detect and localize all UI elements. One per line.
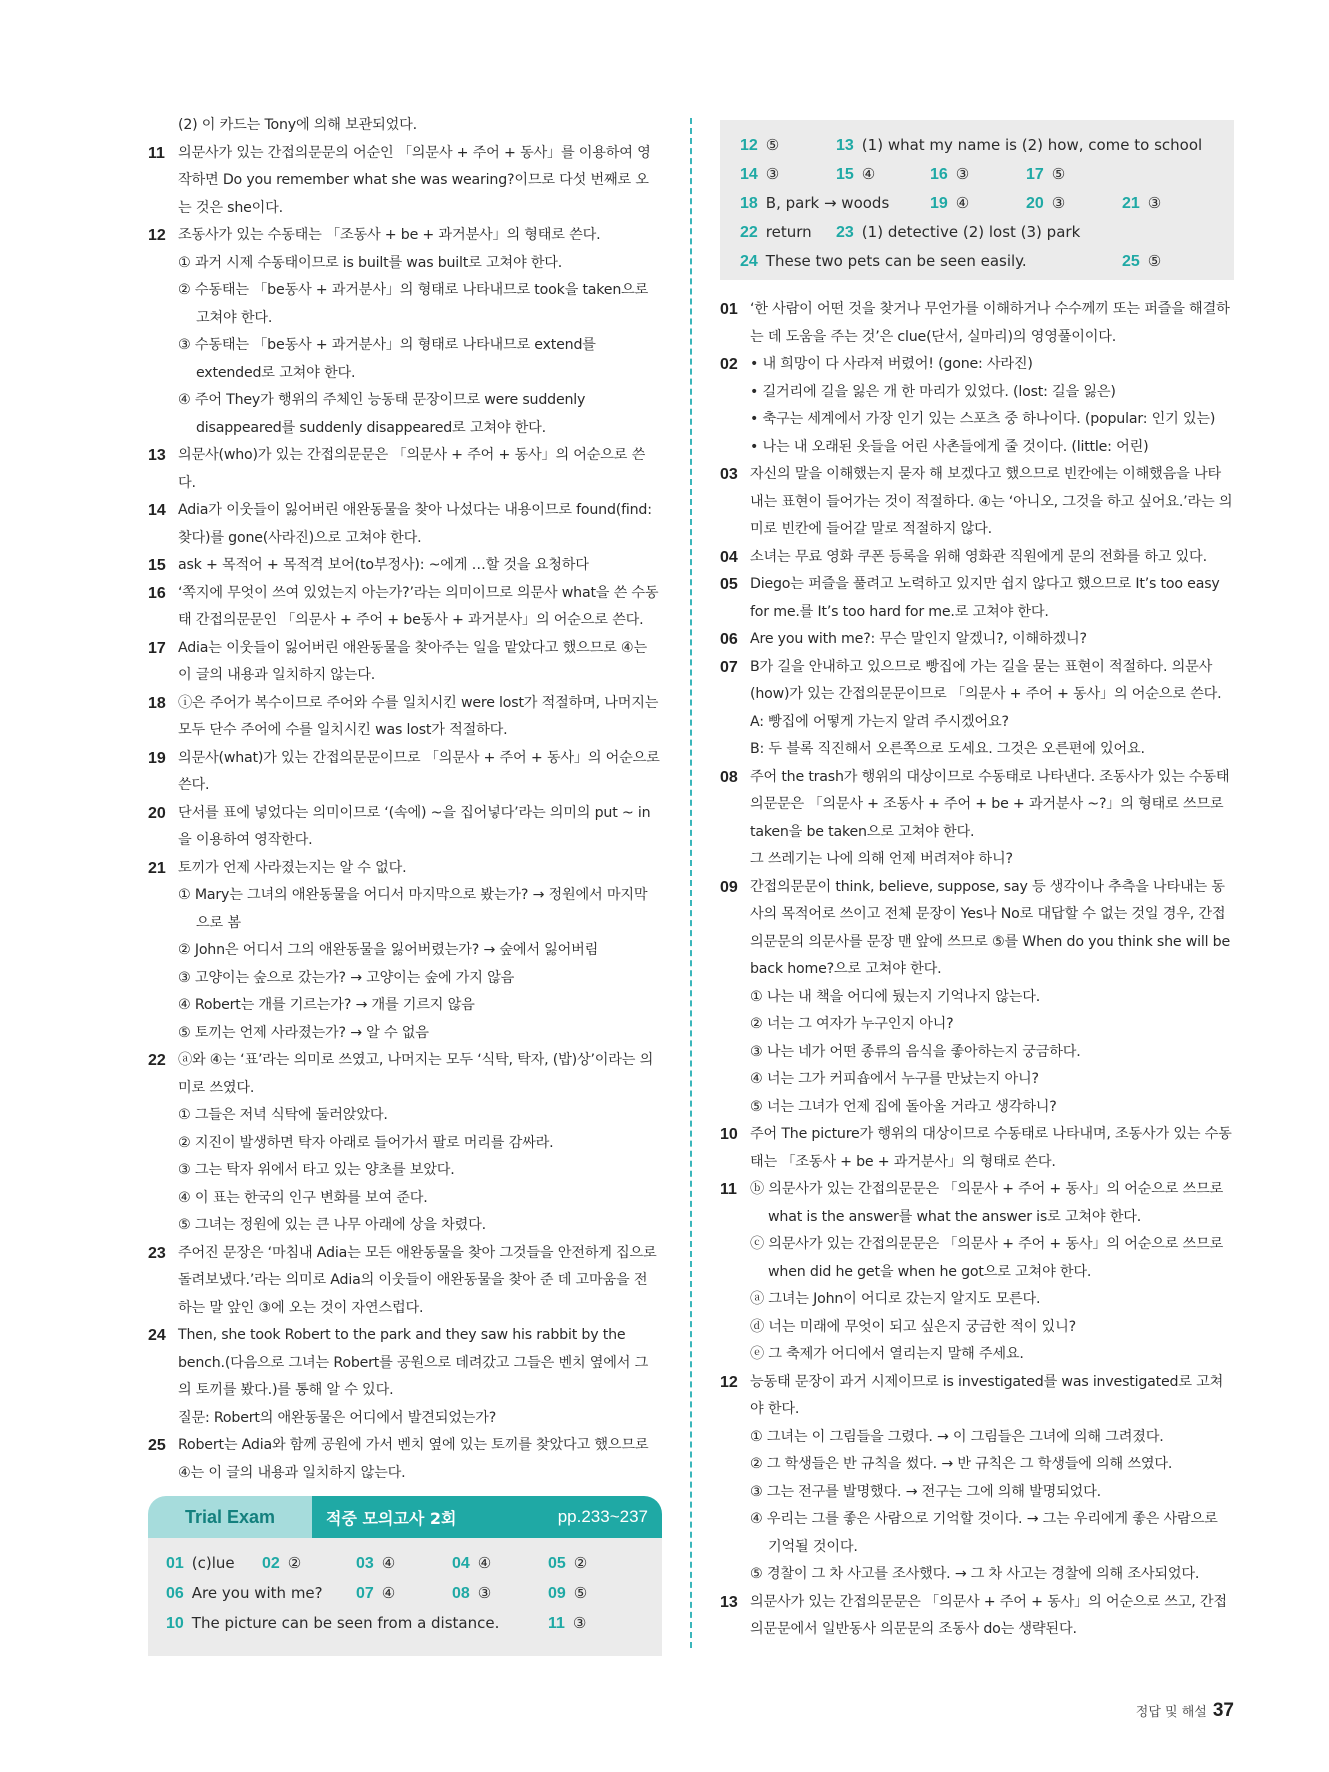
item-number: 23 bbox=[148, 1244, 166, 1262]
trial-exam-box bbox=[148, 1496, 662, 1656]
trial-exam-title-bar bbox=[312, 1496, 662, 1538]
explanation-subitem: • 축구는 세계에서 가장 인기 있는 스포츠 중 하나이다. (popular: 인기 있는) bbox=[750, 411, 1216, 427]
explanation-item bbox=[720, 1121, 1234, 1176]
answer-value: ③ bbox=[477, 1584, 492, 1602]
item-number: 14 bbox=[148, 502, 166, 519]
item-number: 19 bbox=[148, 749, 166, 767]
answer-value: B, park → woods bbox=[765, 194, 890, 212]
explanation-subitem: ② 그 학생들은 반 규칙을 썼다. → 반 규칙은 그 학생들에 의해 쓰였다. bbox=[750, 1456, 1173, 1472]
item-number: 04 bbox=[720, 548, 738, 566]
explanation-text: Adia가 이웃들이 잃어버린 애완동물을 찾아 나섰다는 내용이므로 found(find: 찾다)를 gone(사라진)으로 고쳐야 한다. bbox=[178, 502, 652, 546]
explanation-subitem: ① 그들은 저녁 식탁에 둘러앉았다. bbox=[178, 1107, 388, 1123]
explanation-item bbox=[148, 690, 660, 745]
answer-value: ③ bbox=[955, 165, 970, 183]
answer-row bbox=[740, 188, 1234, 217]
answer-number: 19 bbox=[930, 195, 948, 212]
explanation-subitem: ② 너는 그 여자가 누구인지 아니? bbox=[750, 1016, 954, 1032]
explanation-item bbox=[720, 1369, 1234, 1589]
footer-label: 정답 및 해설 bbox=[1135, 1705, 1207, 1720]
item-number: 12 bbox=[148, 227, 166, 244]
answer-number: 04 bbox=[452, 1555, 470, 1572]
explanation-subitem: ⑤ 그녀는 정원에 있는 큰 나무 아래에 상을 차렸다. bbox=[178, 1217, 486, 1233]
explanation-text: Are you with me?: 무슨 말인지 알겠니?, 이해하겠니? bbox=[750, 631, 1087, 647]
explanation-subitem: ② John은 어디서 그의 애완동물을 잃어버렸는가? → 숲에서 잃어버림 bbox=[178, 942, 599, 958]
answer-key-box bbox=[720, 120, 1234, 280]
explanation-subitem: • 나는 내 오래된 옷들을 어린 사촌들에게 줄 것이다. (little: 어린) bbox=[750, 438, 1149, 455]
answer-number: 09 bbox=[548, 1585, 566, 1602]
explanation-item bbox=[148, 140, 660, 223]
explanation-text: 단서를 표에 넣었다는 의미이므로 ‘(속에) ~을 집어넣다’라는 의미의 put ~ in을 이용하여 영작한다. bbox=[178, 804, 651, 848]
answer-number: 03 bbox=[356, 1555, 374, 1572]
answer-value: ⑤ bbox=[765, 136, 780, 154]
answer-value: ③ bbox=[1051, 194, 1066, 212]
answer-row bbox=[740, 246, 1234, 275]
explanation-subitem: ④ 우리는 그를 좋은 사람으로 기억할 것이다. → 그는 우리에게 좋은 사람으로 기억될 것이다. bbox=[750, 1511, 1218, 1555]
explanation-subitem: ⓔ 그 축제가 어디에서 열리는지 말해 주세요. bbox=[750, 1346, 1024, 1362]
answer-value: ⑤ bbox=[1147, 252, 1162, 270]
answer-value: ② bbox=[287, 1554, 302, 1572]
answer-value: ⑤ bbox=[573, 1584, 588, 1602]
explanation-text: 능동태 문장이 과거 시제이므로 is investigated를 was investigated로 고쳐야 한다. bbox=[750, 1373, 1224, 1417]
explanation-item bbox=[148, 552, 660, 580]
item-number: 03 bbox=[720, 466, 738, 483]
answer-number: 16 bbox=[930, 166, 948, 183]
explanation-subitem: ⑤ 경찰이 그 차 사고를 조사했다. → 그 차 사고는 경찰에 의해 조사되었다. bbox=[750, 1566, 1200, 1582]
answer-value: The picture can be seen from a distance. bbox=[191, 1614, 500, 1632]
item-number: 18 bbox=[148, 694, 166, 712]
explanation-text: 의문사(who)가 있는 간접의문문은 「의문사 + 주어 + 동사」의 어순으로 쓴다. bbox=[178, 447, 646, 491]
answer-number: 06 bbox=[166, 1585, 184, 1602]
answer-number: 02 bbox=[262, 1555, 280, 1572]
right-column bbox=[720, 296, 1234, 1644]
item-number: 15 bbox=[148, 557, 166, 574]
answer-number: 14 bbox=[740, 166, 758, 183]
answer-row bbox=[166, 1608, 662, 1638]
explanation-subitem: ② 수동태는 「be동사 + 과거분사」의 형태로 나타내므로 took을 taken으로 고쳐야 한다. bbox=[178, 282, 649, 326]
item-number: 06 bbox=[720, 631, 738, 648]
answer-value: (1) detective (2) lost (3) park bbox=[861, 223, 1081, 241]
answer-cell bbox=[262, 1548, 301, 1579]
explanation-subitem: ① 나는 내 책을 어디에 뒀는지 기억나지 않는다. bbox=[750, 988, 1041, 1005]
answer-cell bbox=[548, 1548, 587, 1579]
trial-exam-answers bbox=[148, 1538, 662, 1656]
answer-value: ④ bbox=[381, 1584, 396, 1602]
answer-value: ⑤ bbox=[1051, 165, 1066, 183]
explanation-item bbox=[148, 222, 660, 442]
item-number: 12 bbox=[720, 1373, 738, 1391]
item-number: 10 bbox=[720, 1126, 738, 1143]
explanation-subitem: ④ 너는 그가 커피숍에서 누구를 만났는지 아니? bbox=[750, 1071, 1039, 1087]
item-number: 16 bbox=[148, 584, 166, 602]
answer-value: ④ bbox=[477, 1554, 492, 1572]
answer-value: Are you with me? bbox=[191, 1584, 323, 1602]
explanation-item bbox=[720, 874, 1234, 1122]
item-number: 11 bbox=[148, 144, 165, 162]
answer-number: 08 bbox=[452, 1585, 470, 1602]
trial-exam-label: Trial Exam bbox=[148, 1496, 312, 1538]
item-number: 13 bbox=[148, 447, 166, 464]
explanation-text: 소녀는 무료 영화 쿠폰 등록을 위해 영화관 직원에게 문의 전화를 하고 있다. bbox=[750, 548, 1207, 565]
explanation-text: 그 쓰레기는 나에 의해 언제 버려져야 하니? bbox=[750, 851, 1013, 867]
answer-value: These two pets can be seen easily. bbox=[765, 252, 1027, 270]
explanation-subitem: ④ 이 표는 한국의 인구 변화를 보여 준다. bbox=[178, 1189, 428, 1206]
explanation-text: A: 빵집에 어떻게 가는지 알려 주시겠어요? bbox=[750, 713, 1009, 730]
explanation-subitem: ③ 수동태는 「be동사 + 과거분사」의 형태로 나타내므로 extend를 extended로 고쳐야 한다. bbox=[178, 337, 596, 381]
explanation-item bbox=[148, 442, 660, 497]
answer-number: 10 bbox=[166, 1615, 184, 1632]
explanation-item bbox=[720, 1176, 1234, 1369]
explanation-subitem: ④ 주어 They가 행위의 주체인 능동태 문장이므로 were suddenly disappeared를 suddenly disappeared로 고쳐야 한다. bbox=[178, 392, 586, 436]
explanation-text: 주어진 문장은 ‘마침내 Adia는 모든 애완동물을 찾아 그것들을 안전하게 집으로 돌려보냈다.’라는 의미로 Adia의 이웃들이 애완동물을 찾아 준 데 고마움을 전하는 말 앞인 ③에 오는 것이 자연스럽다. bbox=[178, 1244, 657, 1316]
explanation-text: 의문사(what)가 있는 간접의문문이므로 「의문사 + 주어 + 동사」의 어순으로 쓴다. bbox=[178, 749, 660, 793]
answer-value: (c)lue bbox=[191, 1554, 235, 1572]
answer-row bbox=[740, 217, 1234, 246]
answer-cell bbox=[166, 1608, 499, 1639]
explanation-subitem: ① 과거 시제 수동태이므로 is built를 was built로 고쳐야 한다. bbox=[178, 254, 563, 271]
explanation-text: Diego는 퍼즐을 풀려고 노력하고 있지만 쉽지 않다고 했으므로 It’s too easy for me.를 It’s too hard for me.로 고쳐야 한다. bbox=[750, 576, 1220, 620]
explanation-subitem: • 길거리에 길을 잃은 개 한 마리가 있었다. (lost: 길을 잃은) bbox=[750, 383, 1116, 400]
explanation-item bbox=[720, 571, 1234, 626]
explanation-subitem: ③ 그는 전구를 발명했다. → 전구는 그에 의해 발명되었다. bbox=[750, 1483, 1101, 1500]
explanation-text: 의문사가 있는 간접의문문의 어순인 「의문사 + 주어 + 동사」를 이용하여 영작하면 Do you remember what she was wearing?이므로 다섯 번째로 오는 것은 she이다. bbox=[178, 144, 651, 216]
answer-number: 24 bbox=[740, 253, 758, 270]
answer-cell bbox=[740, 246, 1027, 277]
explanation-subitem: • 내 희망이 다 사라져 버렸어! (gone: 사라진) bbox=[750, 356, 1033, 372]
answer-value: ④ bbox=[381, 1554, 396, 1572]
answer-number: 13 bbox=[836, 137, 854, 154]
explanation-subitem: ⓓ 너는 미래에 무엇이 되고 싶은지 궁금한 적이 있니? bbox=[750, 1318, 1076, 1335]
answer-value: ④ bbox=[955, 194, 970, 212]
answer-row bbox=[740, 159, 1234, 188]
answer-cell bbox=[1122, 246, 1161, 277]
explanation-item bbox=[720, 351, 1234, 461]
answer-cell bbox=[452, 1548, 491, 1579]
answer-number: 23 bbox=[836, 224, 854, 241]
answer-value: return bbox=[765, 223, 812, 241]
explanation-subitem: ⑤ 토끼는 언제 사라졌는가? → 알 수 없음 bbox=[178, 1024, 429, 1041]
item-number: 05 bbox=[720, 576, 738, 593]
explanation-item bbox=[148, 112, 660, 140]
item-number: 22 bbox=[148, 1052, 166, 1069]
answer-cell bbox=[356, 1548, 395, 1579]
answer-cell bbox=[548, 1578, 587, 1609]
explanation-text: 토끼가 언제 사라졌는지는 알 수 없다. bbox=[178, 859, 407, 876]
answer-cell bbox=[740, 188, 889, 219]
item-number: 13 bbox=[720, 1593, 738, 1611]
explanation-text: ask + 목적어 + 목적격 보어(to부정사): ~에게 …할 것을 요청하다 bbox=[178, 557, 589, 573]
item-number: 07 bbox=[720, 658, 738, 676]
explanation-text: 주어 the trash가 행위의 대상이므로 수동태로 나타낸다. 조동사가 있는 수동태 의문문은 「의문사 + 조동사 + 주어 + be + 과거분사 ~?」의 형태로 쓰므로 taken을 be taken으로 고쳐야 한다. bbox=[750, 768, 1230, 840]
explanation-subitem: ⑤ 너는 그녀가 언제 집에 돌아올 거라고 생각하니? bbox=[750, 1098, 1057, 1115]
answer-number: 11 bbox=[548, 1615, 565, 1632]
explanation-item bbox=[148, 580, 660, 635]
answer-cell bbox=[836, 130, 1202, 161]
explanation-subitem: ③ 고양이는 숲으로 갔는가? → 고양이는 숲에 가지 않음 bbox=[178, 969, 515, 986]
answer-cell bbox=[166, 1578, 323, 1609]
answer-cell bbox=[356, 1578, 395, 1609]
answer-cell bbox=[836, 217, 1080, 248]
explanation-text: 간접의문문이 think, believe, suppose, say 등 생각이나 추측을 나타내는 동사의 목적어로 쓰이고 전체 문장이 Yes나 No로 대답할 수 없는 것일 경우, 간접의문문의 의문사를 문장 맨 앞에 쓰므로 ⑤를 When do you think she will be back home?으로 고쳐야 한다. bbox=[750, 878, 1231, 977]
item-number: 08 bbox=[720, 768, 738, 786]
answer-cell bbox=[930, 188, 969, 219]
item-number: 11 bbox=[720, 1181, 737, 1198]
trial-exam-pages: pp.233~237 bbox=[557, 1507, 648, 1526]
explanation-subitem: ① Mary는 그녀의 애완동물을 어디서 마지막으로 봤는가? → 정원에서 마지막으로 봄 bbox=[178, 887, 648, 931]
explanation-item bbox=[720, 764, 1234, 874]
answer-number: 15 bbox=[836, 166, 854, 183]
answer-number: 21 bbox=[1122, 195, 1140, 212]
explanation-item bbox=[148, 635, 660, 690]
column-divider bbox=[690, 118, 692, 1648]
explanation-subitem: ⓒ 의문사가 있는 간접의문문은 「의문사 + 주어 + 동사」의 어순으로 쓰므로 when did he get을 when he got으로 고쳐야 한다. bbox=[750, 1236, 1224, 1280]
explanation-item bbox=[720, 544, 1234, 572]
answer-cell bbox=[740, 130, 779, 161]
explanation-item bbox=[148, 800, 660, 855]
explanation-subitem: ② 지진이 발생하면 탁자 아래로 들어가서 팔로 머리를 감싸라. bbox=[178, 1134, 554, 1151]
explanation-subitem: ⓑ 의문사가 있는 간접의문문은 「의문사 + 주어 + 동사」의 어순으로 쓰므로 what is the answer를 what the answer is로 고쳐야 한다. bbox=[750, 1181, 1224, 1225]
item-number: 09 bbox=[720, 878, 738, 896]
item-number: 25 bbox=[148, 1437, 166, 1454]
explanation-subitem: ④ Robert는 개를 기르는가? → 개를 기르지 않음 bbox=[178, 997, 475, 1013]
page-footer bbox=[1136, 1700, 1234, 1722]
explanation-item bbox=[720, 626, 1234, 654]
explanation-text: B가 길을 안내하고 있으므로 빵집에 가는 길을 묻는 표현이 적절하다. 의문사(how)가 있는 간접의문문이므로 「의문사 + 주어 + 동사」의 어순으로 쓴다. bbox=[750, 658, 1222, 702]
item-number: 02 bbox=[720, 356, 738, 373]
explanation-text: ‘쪽지에 무엇이 쓰여 있었는지 아는가?’라는 의미이므로 의문사 what을 쓴 수동태 간접의문문인 「의문사 + 주어 + be동사 + 과거분사」의 어순으로 쓴다. bbox=[178, 584, 659, 628]
answer-value: ④ bbox=[861, 165, 876, 183]
item-number: 01 bbox=[720, 301, 738, 318]
trial-exam-header bbox=[148, 1496, 662, 1538]
page-number: 37 bbox=[1212, 1700, 1234, 1721]
explanation-item bbox=[148, 1432, 660, 1487]
explanation-subitem: ⓐ 그녀는 John이 어디로 갔는지 알지도 모른다. bbox=[750, 1291, 1041, 1307]
answer-number: 25 bbox=[1122, 253, 1140, 270]
answer-cell bbox=[836, 159, 875, 190]
answer-number: 07 bbox=[356, 1585, 374, 1602]
explanation-text: Then, she took Robert to the park and they saw his rabbit by the bench.(다음으로 그녀는 Robert를 공원으로 데려갔고 그들은 벤치 옆에서 그의 토끼를 봤다.)를 통해 알 수 있다. bbox=[178, 1327, 649, 1398]
answer-cell bbox=[740, 159, 779, 190]
explanation-text: 주어 The picture가 행위의 대상이므로 수동태로 나타내며, 조동사가 있는 수동태는 「조동사 + be + 과거분사」의 형태로 쓴다. bbox=[750, 1126, 1232, 1170]
explanation-item bbox=[148, 1047, 660, 1240]
item-number: 24 bbox=[148, 1327, 166, 1344]
explanation-text: Adia는 이웃들이 잃어버린 애완동물을 찾아주는 일을 맡았다고 했으므로 ④는 이 글의 내용과 일치하지 않는다. bbox=[178, 639, 647, 683]
explanation-item bbox=[720, 296, 1234, 351]
explanation-text: 자신의 말을 이해했는지 묻자 해 보겠다고 했으므로 빈칸에는 이해했음을 나타내는 표현이 들어가는 것이 적절하다. ④는 ‘아니오, 그것을 하고 싶어요.’라는 의미로 빈칸에 들어갈 말로 적절하지 않다. bbox=[750, 466, 1233, 537]
answer-row bbox=[166, 1578, 662, 1608]
explanation-subitem: ① 그녀는 이 그림들을 그렸다. → 이 그림들은 그녀에 의해 그려졌다. bbox=[750, 1428, 1164, 1445]
explanation-text: Robert는 Adia와 함께 공원에 가서 벤치 옆에 있는 토끼를 찾았다고 했으므로 ④는 이 글의 내용과 일치하지 않는다. bbox=[178, 1437, 649, 1481]
answer-number: 12 bbox=[740, 137, 758, 154]
answer-value: ③ bbox=[1147, 194, 1162, 212]
explanation-item bbox=[148, 745, 660, 800]
trial-exam-title: 적중 모의고사 2회 bbox=[326, 1508, 457, 1528]
explanation-subitem: ③ 그는 탁자 위에서 타고 있는 양초를 보았다. bbox=[178, 1162, 455, 1178]
item-number: 21 bbox=[148, 859, 166, 877]
answer-number: 18 bbox=[740, 195, 758, 212]
explanation-item bbox=[148, 497, 660, 552]
answer-cell bbox=[1122, 188, 1161, 219]
answer-number: 20 bbox=[1026, 195, 1044, 212]
answer-value: (1) what my name is (2) how, come to school bbox=[861, 136, 1203, 154]
answer-value: ③ bbox=[765, 165, 780, 183]
explanation-text: ⓐ와 ④는 ‘표’라는 의미로 쓰였고, 나머지는 모두 ‘식탁, 탁자, (밥)상’이라는 의미로 쓰였다. bbox=[178, 1052, 654, 1096]
answer-cell bbox=[930, 159, 969, 190]
explanation-item bbox=[148, 1240, 660, 1323]
item-number: 20 bbox=[148, 804, 166, 822]
explanation-text: B: 두 블록 직진해서 오른쪽으로 도세요. 그것은 오른편에 있어요. bbox=[750, 741, 1145, 757]
answer-row bbox=[740, 130, 1234, 159]
explanation-text: 의문사가 있는 간접의문문은 「의문사 + 주어 + 동사」의 어순으로 쓰고, 간접의문문에서 일반동사 의문문의 조동사 do는 생략된다. bbox=[750, 1593, 1227, 1637]
answer-cell bbox=[548, 1608, 586, 1639]
answer-number: 17 bbox=[1026, 166, 1044, 183]
item-number: 17 bbox=[148, 639, 166, 657]
left-column bbox=[148, 112, 660, 1487]
answer-value: ③ bbox=[572, 1614, 587, 1632]
explanation-item bbox=[148, 1322, 660, 1432]
explanation-text: 조동사가 있는 수동태는 「조동사 + be + 과거분사」의 형태로 쓴다. bbox=[178, 227, 601, 243]
answer-cell bbox=[452, 1578, 491, 1609]
answer-cell bbox=[1026, 188, 1065, 219]
explanation-item bbox=[720, 654, 1234, 764]
answer-number: 01 bbox=[166, 1555, 184, 1572]
explanation-text: ⓘ은 주어가 복수이므로 주어와 수를 일치시킨 were lost가 적절하며, 나머지는 모두 단수 주어에 수를 일치시킨 was lost가 적절하다. bbox=[178, 694, 659, 738]
explanation-text: 질문: Robert의 애완동물은 어디에서 발견되었는가? bbox=[178, 1409, 497, 1426]
explanation-text: ‘한 사람이 어떤 것을 찾거나 무언가를 이해하거나 수수께끼 또는 퍼즐을 해결하는 데 도움을 주는 것’은 clue(단서, 실마리)의 영영풀이이다. bbox=[750, 301, 1230, 345]
answer-value: ② bbox=[573, 1554, 588, 1572]
answer-cell bbox=[166, 1548, 235, 1579]
explanation-item bbox=[148, 855, 660, 1048]
answer-cell bbox=[1026, 159, 1065, 190]
answer-cell bbox=[740, 217, 812, 248]
explanation-text: (2) 이 카드는 Tony에 의해 보관되었다. bbox=[178, 117, 417, 133]
answer-number: 05 bbox=[548, 1555, 566, 1572]
explanation-item bbox=[720, 461, 1234, 544]
answer-row bbox=[166, 1548, 662, 1578]
explanation-subitem: ③ 나는 네가 어떤 종류의 음식을 좋아하는지 궁금하다. bbox=[750, 1043, 1081, 1060]
explanation-item bbox=[720, 1589, 1234, 1644]
answer-number: 22 bbox=[740, 224, 758, 241]
